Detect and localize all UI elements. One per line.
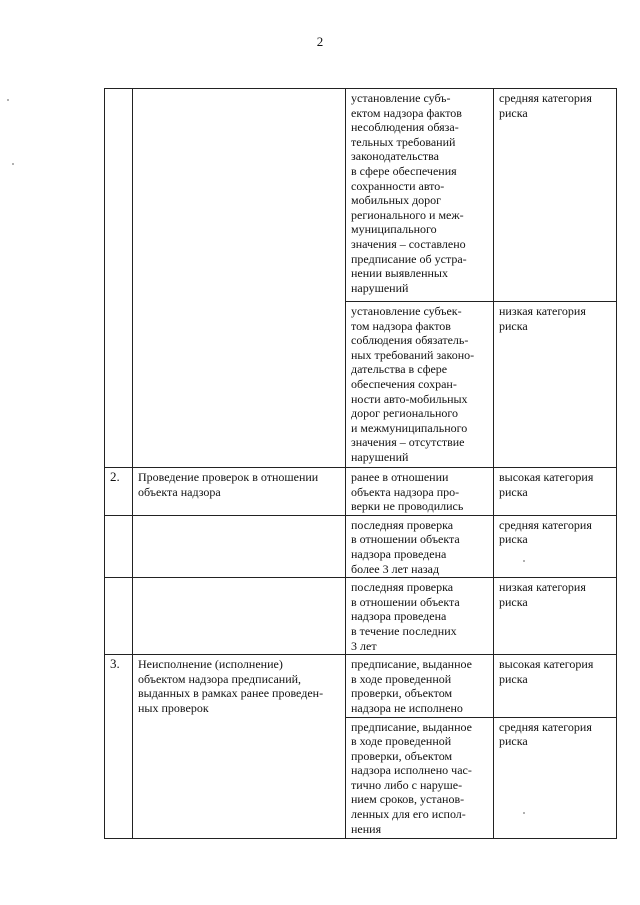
risk-category-cell: средняя категория риска	[494, 717, 617, 838]
row-number	[105, 89, 133, 468]
table-row	[105, 515, 617, 577]
criterion-cell	[133, 578, 346, 655]
risk-category-cell: средняя категория риска	[494, 515, 617, 577]
criterion-cell	[133, 89, 346, 468]
table-row	[105, 578, 617, 655]
criterion-cell	[133, 515, 346, 577]
risk-category-table	[104, 88, 617, 839]
scan-speck	[523, 560, 525, 562]
row-number: 2.	[105, 468, 133, 516]
risk-category-cell: высокая категория риска	[494, 468, 617, 516]
risk-category-cell: низкая категория риска	[494, 578, 617, 655]
table-row	[105, 655, 617, 717]
condition-cell: ранее в отношении объекта надзора про- верки не проводились	[346, 468, 494, 516]
table-row	[105, 468, 617, 516]
scan-speck	[12, 163, 14, 165]
row-number	[105, 515, 133, 577]
table-row	[105, 89, 617, 302]
page-number: 2	[316, 34, 324, 49]
row-number	[105, 578, 133, 655]
criterion-cell: Неисполнение (исполнение) объектом надзора предписаний, выданных в рамках ранее проведен- ных проверок	[133, 655, 346, 838]
row-number: 3.	[105, 655, 133, 838]
condition-cell: последняя проверка в отношении объекта надзора проведена в течение последних 3 лет	[346, 578, 494, 655]
risk-category-cell: низкая категория риска	[494, 302, 617, 468]
condition-cell: предписание, выданное в ходе проведенной проверки, объектом надзора исполнено час- тично либо с наруше- нием сроков, установ- ленных для его испол- нения	[346, 717, 494, 838]
risk-category-cell: средняя категория риска	[494, 89, 617, 302]
condition-cell: установление субъек- том надзора фактов соблюдения обязатель- ных требований законо- дательства в сфере обеспечения сохран- ности авто-мобильных дорог регионального и межмуниципального значения – отсутствие нарушений	[346, 302, 494, 468]
scan-speck	[523, 812, 525, 814]
risk-category-cell: высокая категория риска	[494, 655, 617, 717]
condition-cell: последняя проверка в отношении объекта надзора проведена более 3 лет назад	[346, 515, 494, 577]
criterion-cell: Проведение проверок в отношении объекта надзора	[133, 468, 346, 516]
condition-cell: предписание, выданное в ходе проведенной проверки, объектом надзора не исполнено	[346, 655, 494, 717]
condition-cell: установление субъ- ектом надзора фактов несоблюдения обяза- тельных требований законодательства в сфере обеспечения сохранности авто- мобильных дорог регионального и меж- муниципального значения – составлено предписание об устра- нении выявленных нарушений	[346, 89, 494, 302]
scan-speck	[7, 99, 9, 101]
